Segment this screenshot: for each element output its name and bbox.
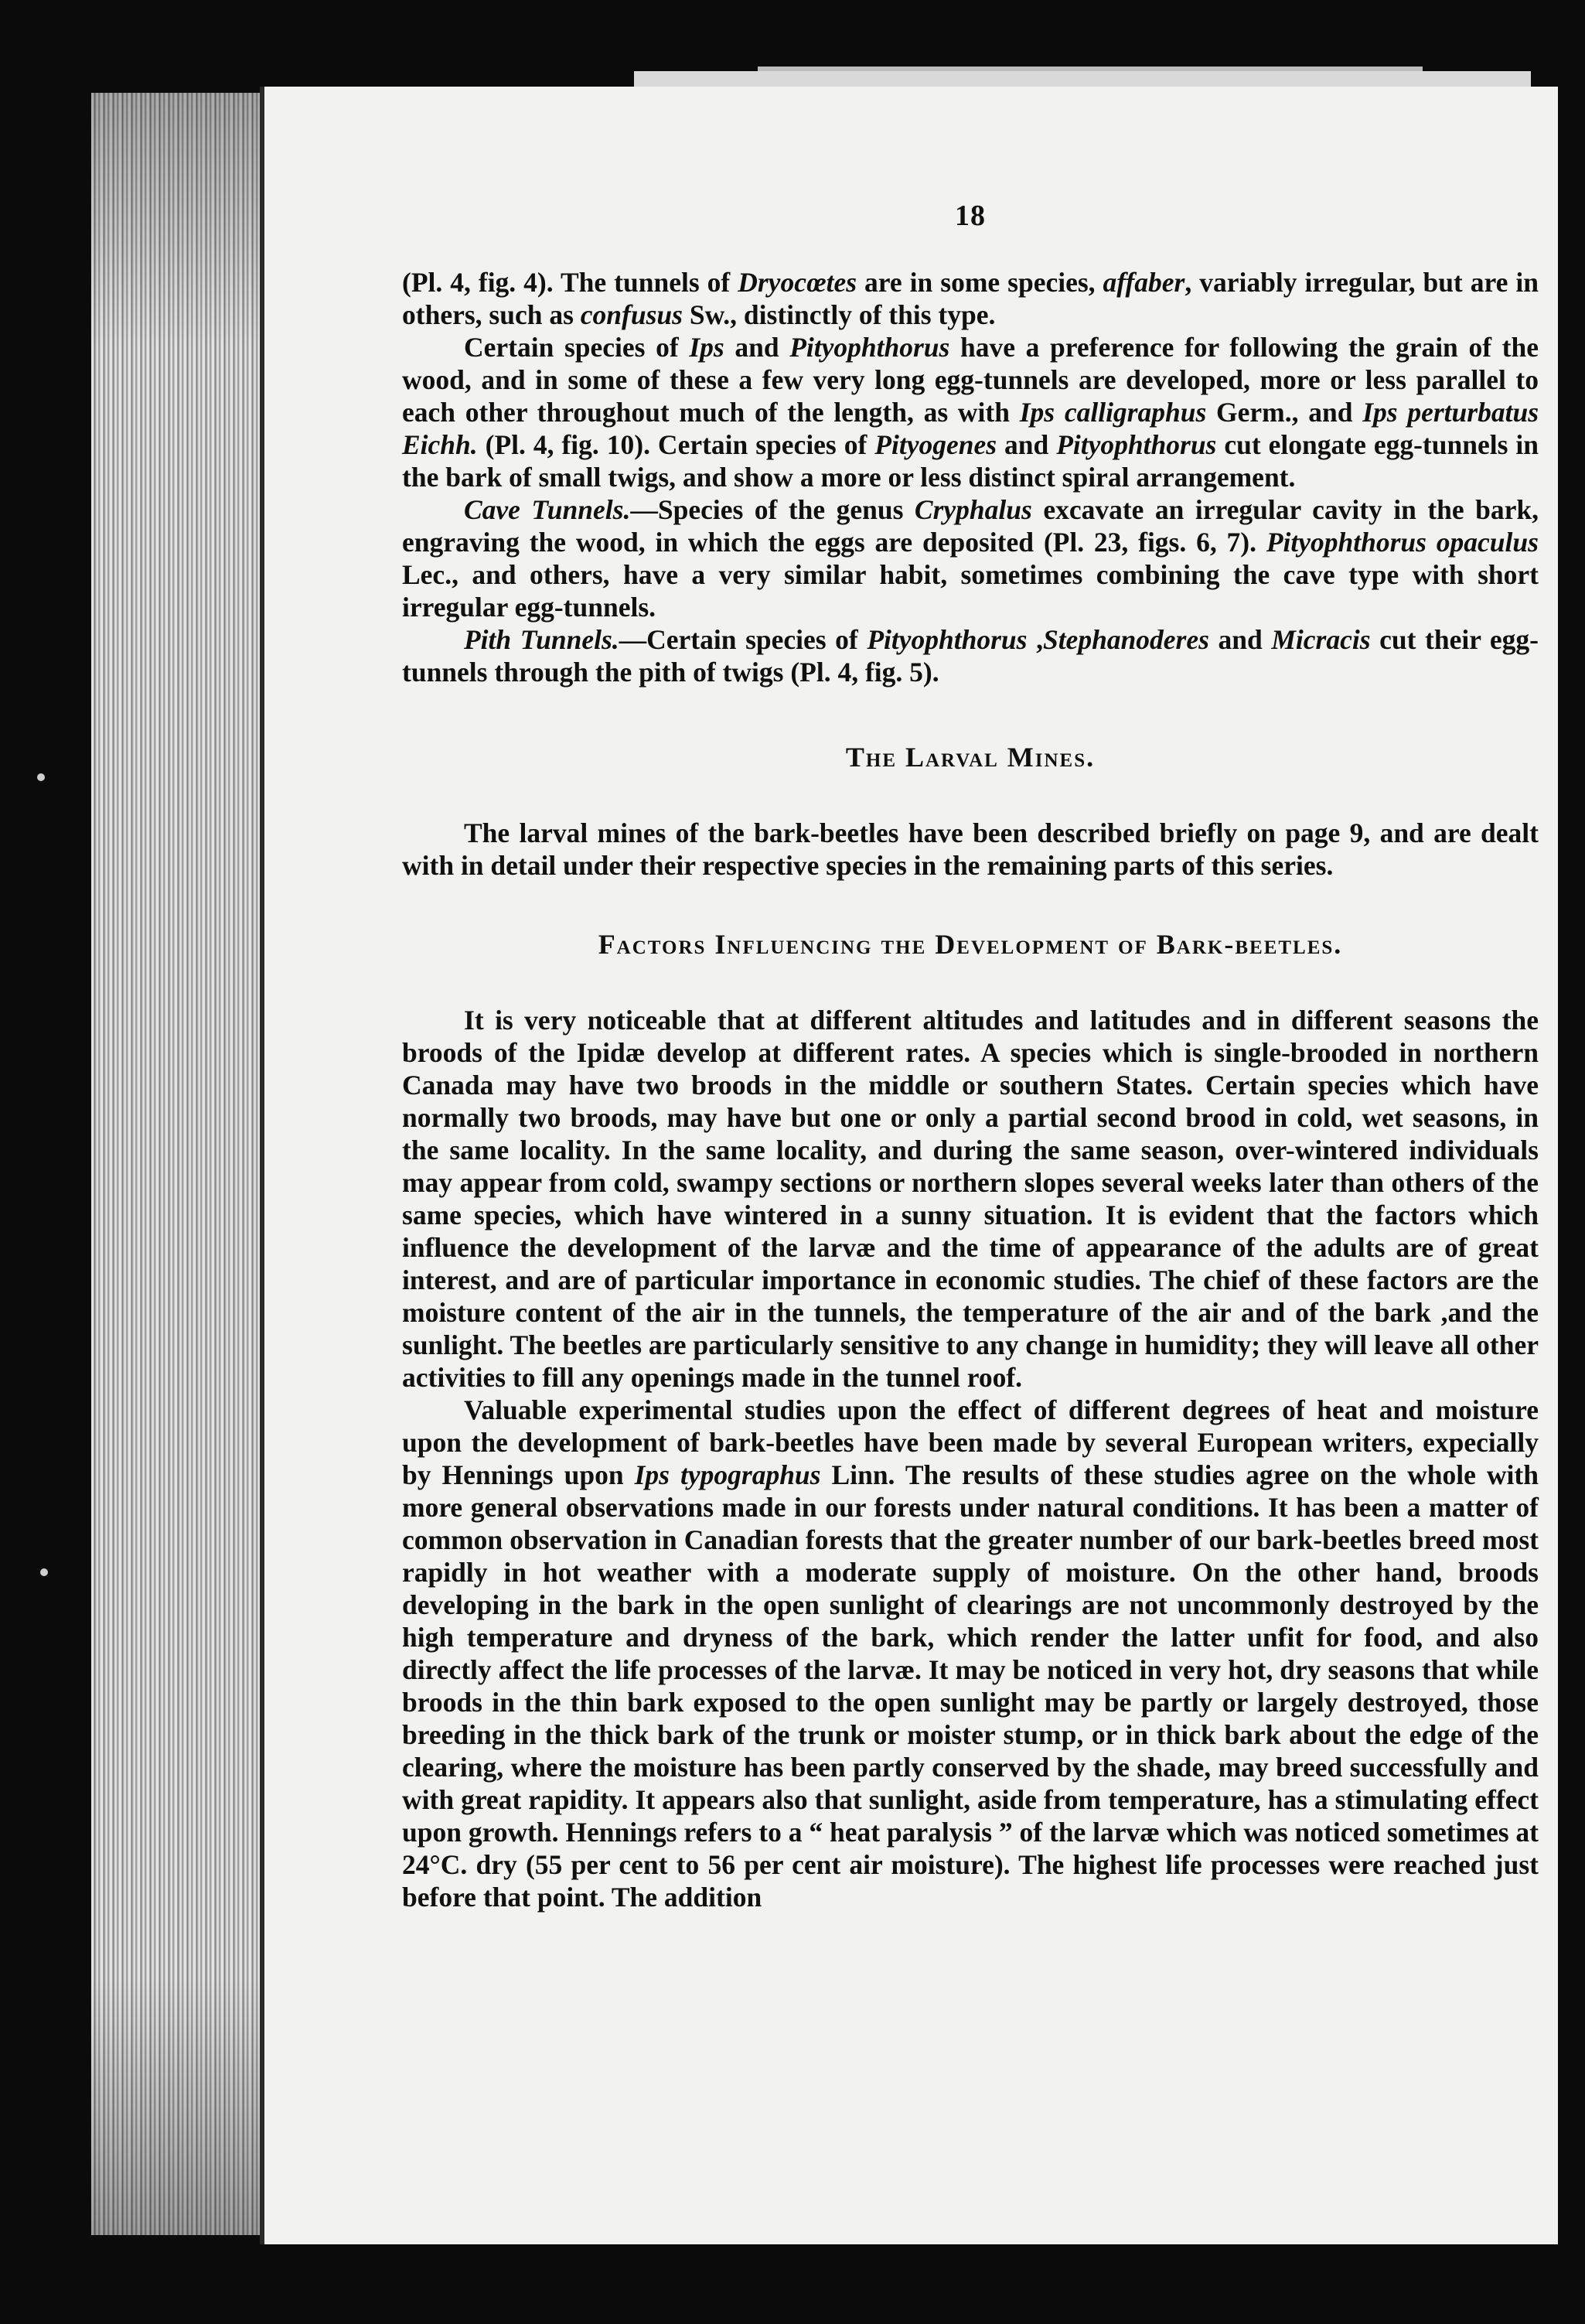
paragraph: (Pl. 4, fig. 4). The tunnels of Dryocœtes are in some species, affaber, variably irregular, but are in others, such as confusus Sw., distinctly of this type. xyxy=(402,267,1539,330)
page-number: 18 xyxy=(955,200,986,232)
scan-speck xyxy=(37,773,45,781)
page-spine xyxy=(260,87,264,2244)
paragraph: It is very noticeable that at different altitudes and latitudes and in different seasons the broods of the Ipidæ develop at different rates. A species which is single-brooded in northern Canada may have two broods in the middle or southern States. Certain species which have normally two broods, may have but one or only a partial second brood in cold, wet seasons, in the same locality. In the same locality, and during the same season, over-wintered individuals may appear from cold, swampy sections or northern slopes several weeks later than others of the same species, which have wintered in a sunny situation. It is evident that the factors which influence the development of the larvæ and the time of appearance of the adults are of great interest, and are of particular importance in economic studies. The chief of these factors are the moisture content of the air in the tunnels, the temperature of the air and of the bark ,and the sunlight. The beetles are particularly sensitive to any change in humidity; they will leave all other activities to fill any openings made in the tunnel roof. xyxy=(402,1005,1539,1393)
page-text xyxy=(402,200,1539,1913)
paragraph: Valuable experimental studies upon the effect of different degrees of heat and moisture upon the development of bark-beetles have been made by several European writers, expecially by Hennings upon Ips typographus Linn. The results of these studies agree on the whole with more general observations made in our forests under natural conditions. It has been a matter of common observation in Canadian forests that the greater number of our bark-beetles breed most rapidly in hot weather with a moderate supply of moisture. On the other hand, broods developing in the bark in the open sunlight of clearings are not uncommonly destroyed by the high temperature and dryness of the bark, which render the latter unfit for food, and also directly affect the life processes of the larvæ. It may be noticed in very hot, dry seasons that while broods in the thin bark exposed to the open sunlight may be partly or largely destroyed, those breeding in the thick bark of the trunk or moister stump, or in thick bark about the edge of the clearing, where the moisture has been partly conserved by the shade, may breed successfully and with great rapidity. It appears also that sunlight, aside from temperature, has a stimulating effect upon growth. Hennings refers to a “ heat paralysis ” of the larvæ which was noticed sometimes at 24°C. dry (55 per cent to 56 per cent air moisture). The highest life processes were reached just before that point. The addition xyxy=(402,1394,1539,1913)
page-edges-shadow xyxy=(91,93,269,2235)
paragraph: Pith Tunnels.—Certain species of Pityophthorus ,Stephanoderes and Micracis cut their egg-tunnels through the pith of twigs (Pl. 4, fig. 5). xyxy=(402,624,1539,688)
section-heading: Factors Influencing the Development of Bark-beetles. xyxy=(598,929,1343,960)
section-heading: The Larval Mines. xyxy=(845,742,1096,773)
paragraph: The larval mines of the bark-beetles have been described briefly on page 9, and are dealt with in detail under their respective species in the remaining parts of this series. xyxy=(402,817,1539,881)
paragraph: Certain species of Ips and Pityophthorus have a preference for following the grain of the wood, and in some of these a few very long egg-tunnels are developed, more or less parallel to each other throughout much of the length, as with Ips calligraphus Germ., and Ips perturbatus Eichh. (Pl. 4, fig. 10). Certain species of Pityogenes and Pityophthorus cut elongate egg-tunnels in the bark of small twigs, and show a more or less distinct spiral arrangement. xyxy=(402,332,1539,493)
paragraph: Cave Tunnels.—Species of the genus Cryphalus excavate an irregular cavity in the bark, engraving the wood, in which the eggs are deposited (Pl. 23, figs. 6, 7). Pityophthorus opaculus Lec., and others, have a very similar habit, sometimes combining the cave type with short irregular egg-tunnels. xyxy=(402,494,1539,623)
scan-speck xyxy=(40,1568,48,1576)
